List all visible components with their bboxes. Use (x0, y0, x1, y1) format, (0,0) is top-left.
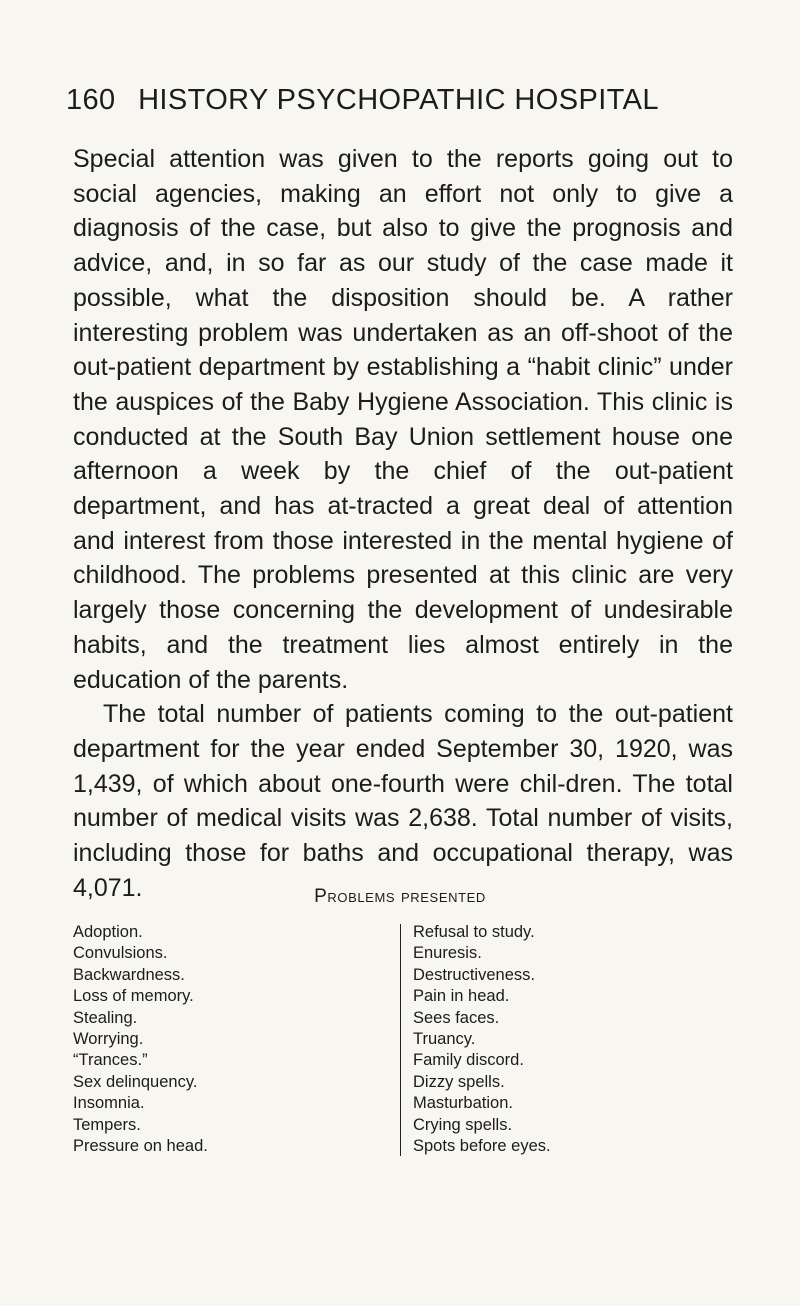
problem-item: Masturbation. (413, 1094, 513, 1113)
problem-item: Crying spells. (413, 1115, 513, 1134)
problem-item: Convulsions. (73, 944, 168, 963)
paragraph-patient-totals: The total number of patients coming to the out-patient department for the year ended September 30, 1920, was 1,439, of which about one-fourth were chil-dren. The total number of medical visits was 2,638. Total number of visits, including those for baths and occupational therapy, was 4,071. (73, 700, 733, 902)
problem-item: Destructiveness. (413, 965, 535, 984)
problems-list-right (413, 922, 753, 1157)
problems-list-left (73, 922, 373, 1157)
problem-item: Pain in head. (413, 987, 510, 1006)
column-divider (400, 924, 401, 1156)
problem-item: Insomnia. (73, 1094, 145, 1113)
body-text (73, 142, 733, 905)
problem-item: Dizzy spells. (413, 1072, 505, 1091)
problem-item: Pressure on head. (73, 1137, 208, 1156)
problem-item: Sees faces. (413, 1008, 500, 1027)
running-title: HISTORY PSYCHOPATHIC HOSPITAL (138, 84, 659, 116)
problem-item: Adoption. (73, 923, 143, 941)
problems-presented-title: Problems presented (314, 886, 486, 907)
problem-item: Spots before eyes. (413, 1137, 551, 1156)
problem-item: Worrying. (73, 1030, 144, 1049)
running-header (66, 84, 659, 117)
problem-item: Sex delinquency. (73, 1072, 198, 1091)
problem-item: Refusal to study. (413, 923, 535, 941)
problem-item: “Trances.” (73, 1051, 148, 1070)
problem-item: Stealing. (73, 1008, 138, 1027)
problems-presented-heading (0, 886, 800, 908)
problem-item: Enuresis. (413, 944, 482, 963)
problem-item: Family discord. (413, 1051, 524, 1070)
problem-item: Truancy. (413, 1030, 476, 1049)
problem-item: Tempers. (73, 1115, 141, 1134)
page-number: 160 (66, 84, 116, 116)
problem-item: Loss of memory. (73, 987, 194, 1006)
paragraph-habit-clinic: Special attention was given to the reports going out to social agencies, making an effort not only to give a diagnosis of the case, but also to give the prognosis and advice, and, in so far as our study of the case made it possible, what the disposition should be. A rather interesting problem was undertaken as an off-shoot of the out-patient department by establishing a “habit clinic” under the auspices of the Baby Hygiene Association. This clinic is conducted at the South Bay Union settlement house one afternoon a week by the chief of the out-patient department, and has at-tracted a great deal of attention and interest from those interested in the mental hygiene of childhood. The problems presented at this clinic are very largely those concerning the development of undesirable habits, and the treatment lies almost entirely in the education of the parents. (73, 145, 733, 694)
problem-item: Backwardness. (73, 965, 185, 984)
